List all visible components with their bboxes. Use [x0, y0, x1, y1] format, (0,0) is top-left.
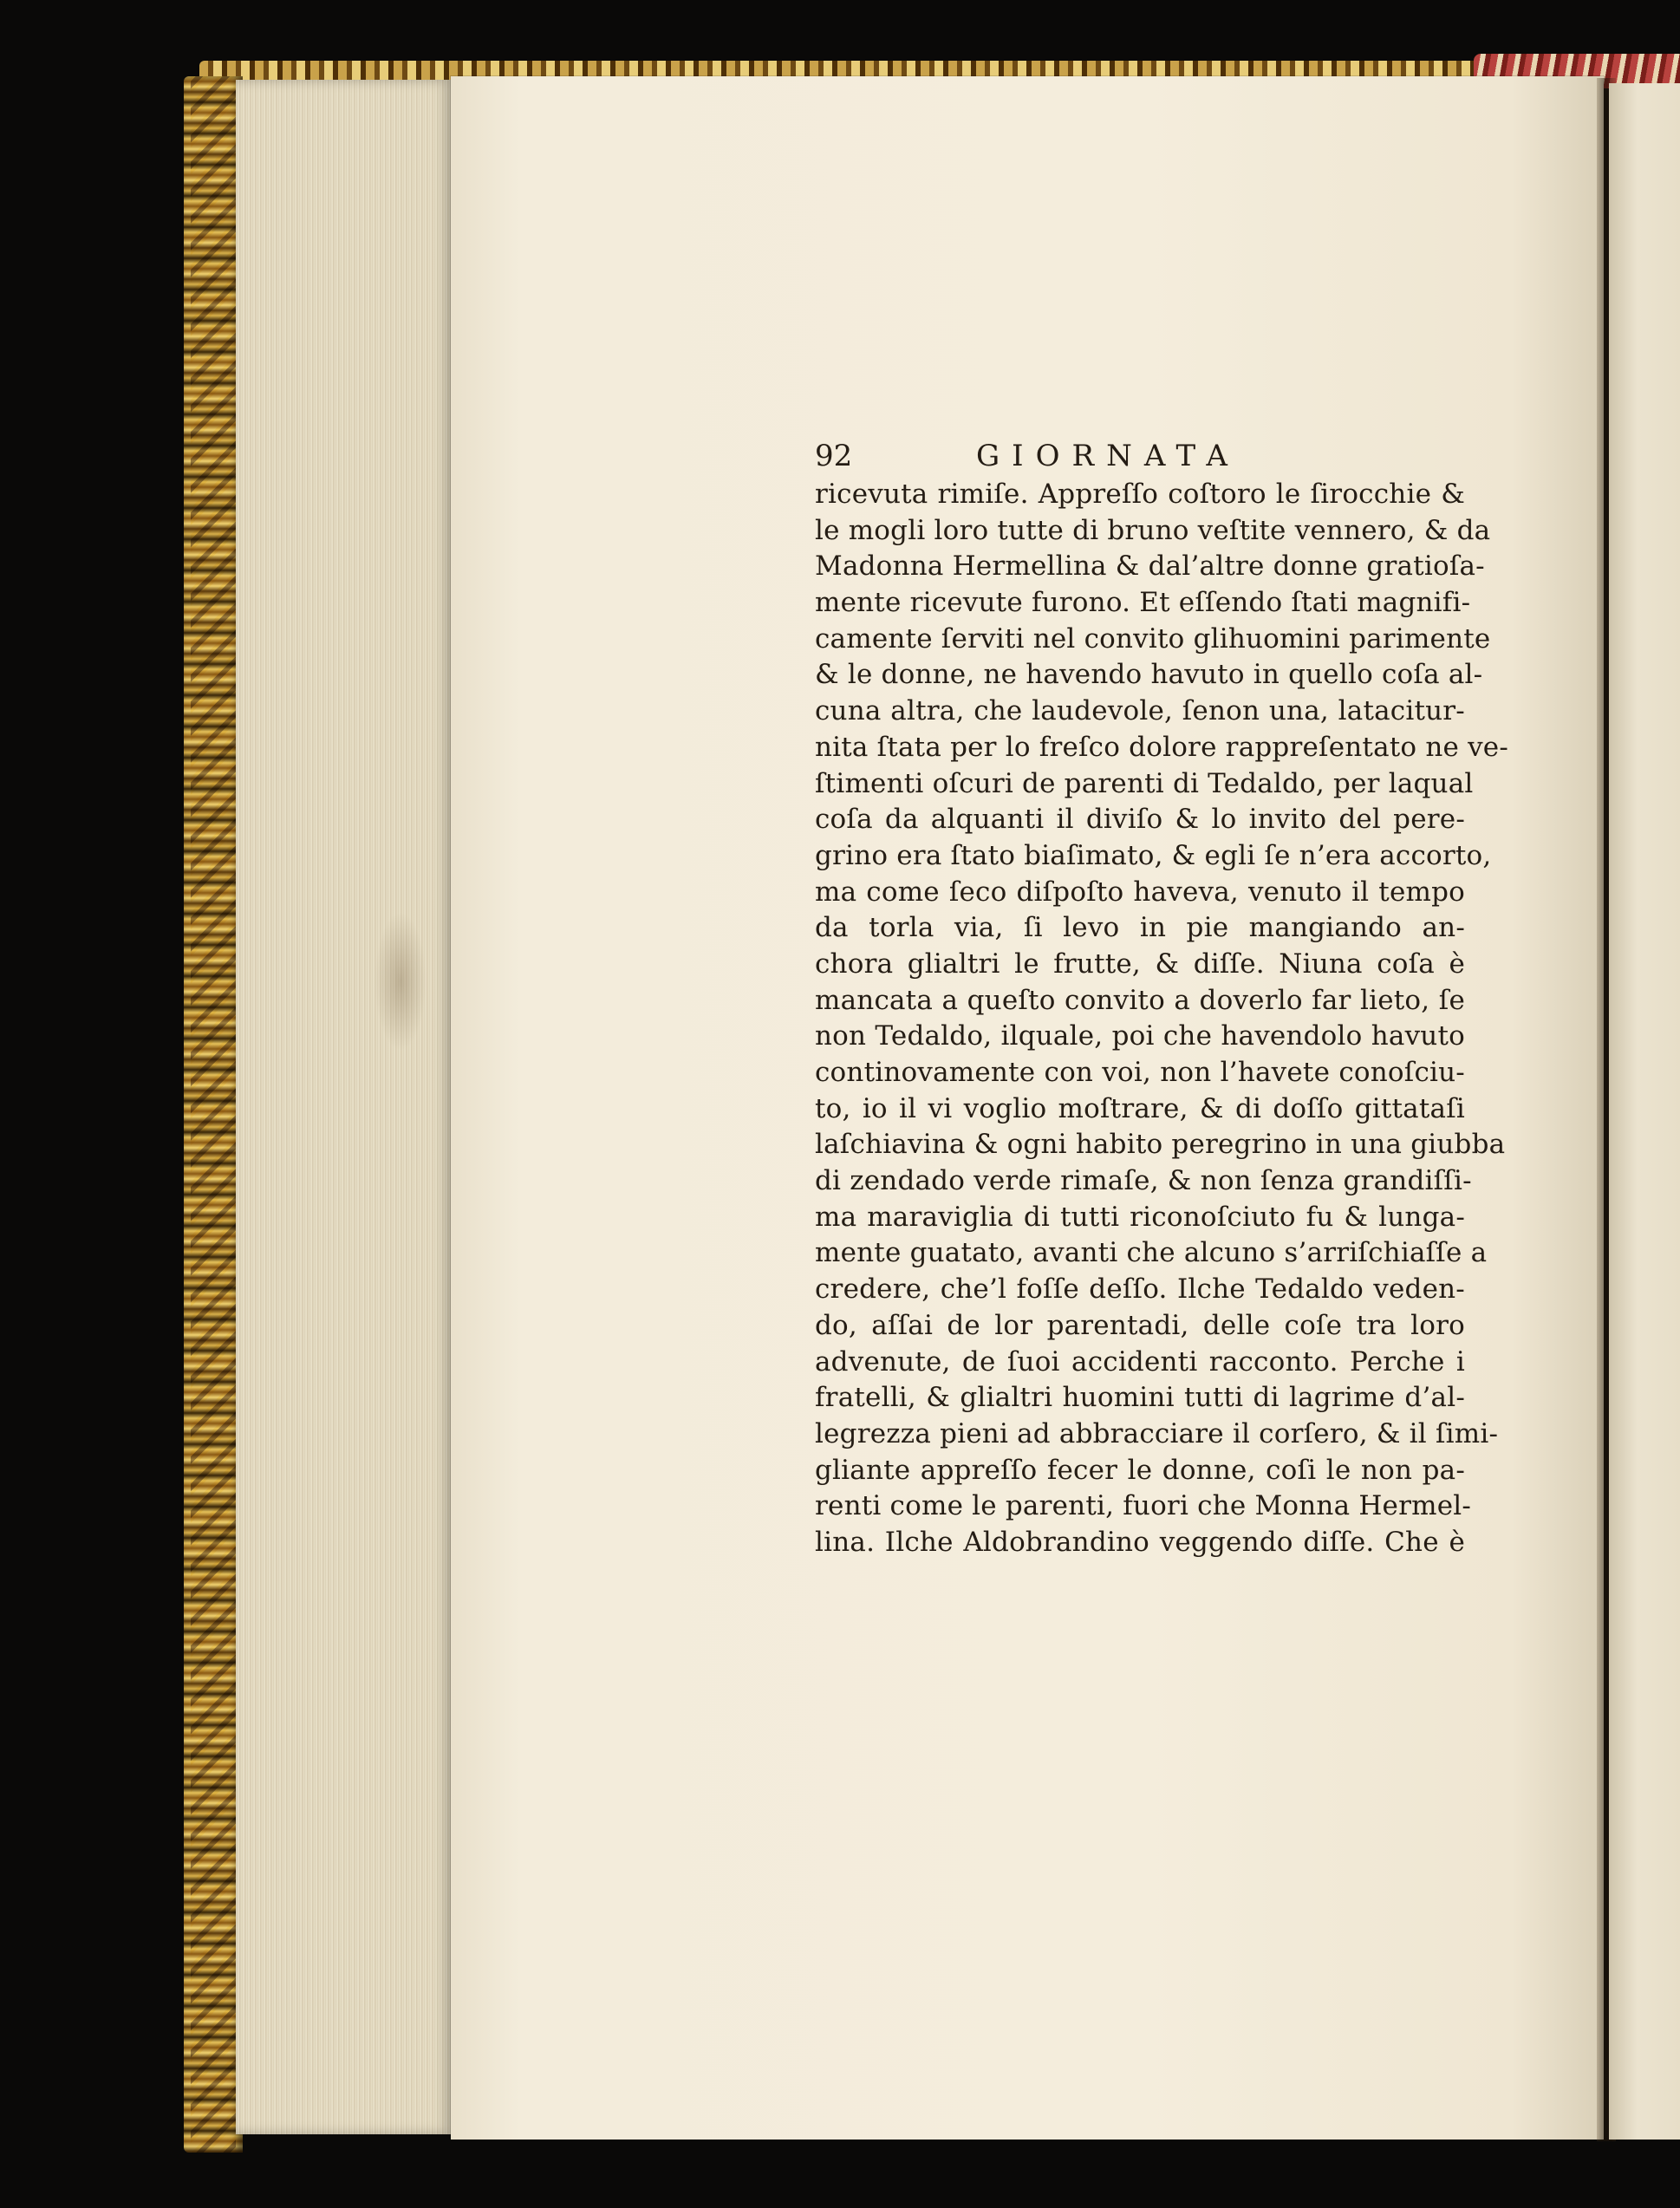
body-text — [815, 477, 1509, 1561]
text-line: credere, che’l foſſe deſſo. Ilche Tedaldo veden- — [815, 1273, 1465, 1306]
text-line: fratelli, & glialtri huomini tutti di lagrime d’al- — [815, 1382, 1465, 1414]
page-text-block — [815, 435, 1509, 1561]
text-line: Madonna Hermellina & dal’altre donne gratioſa- — [815, 550, 1485, 583]
text-line: chora glialtri le frutte, & diſſe. Niuna coſa è — [815, 948, 1465, 980]
text-line: da torla via, ſi levo in pie mangiando an- — [815, 912, 1465, 944]
text-line: mente ricevute furono. Et eſſendo ſtati magnifi- — [815, 587, 1471, 619]
text-line: renti come le parenti, fuori che Monna Hermel- — [815, 1490, 1472, 1522]
text-line: ricevuta rimiſe. Appreſſo coſtoro le ſirocchie & — [815, 479, 1465, 510]
text-line: & le donne, ne havendo havuto in quello coſa al- — [815, 659, 1483, 691]
page-number: 92 — [815, 439, 853, 473]
text-line: continovamente con voi, non l’havete conoſciu- — [815, 1057, 1465, 1088]
text-line: mancata a queſto convito a doverlo far lieto, ſe — [815, 984, 1465, 1016]
text-line: ſtimenti oſcuri de parenti di Tedaldo, per laqual — [815, 767, 1474, 799]
text-line: lina. Ilche Aldobrandino veggendo diſſe. Che è — [815, 1526, 1465, 1558]
text-line: gliante appreſſo fecer le donne, coſi le non pa- — [815, 1454, 1465, 1486]
text-line: ma come ſeco diſpoſto haveva, venuto il tempo — [815, 876, 1465, 908]
text-line: nita ſtata per lo freſco dolore rappreſentato ne ve- — [815, 731, 1509, 763]
gilt-binding-spine — [184, 76, 243, 2153]
text-line: ma maraviglia di tutti riconoſciuto fu & lunga- — [815, 1201, 1465, 1233]
text-line: legrezza pieni ad abbracciare il corſero, & il ſimi- — [815, 1417, 1499, 1449]
text-line: camente ſerviti nel convito glihuomini parimente — [815, 622, 1491, 655]
text-line: advenute, de ſuoi accidenti racconto. Perche i — [815, 1345, 1465, 1378]
text-line: coſa da alquanti il diviſo & lo invito del pere- — [815, 804, 1465, 836]
running-head — [815, 435, 1465, 477]
text-line: grino era ſtato biaſimato, & egli ſe n’era accorto, — [815, 839, 1492, 871]
text-line: laſchiavina & ogni habito peregrino in una giubba — [815, 1129, 1506, 1161]
running-head-title: GIORNATA — [976, 439, 1240, 473]
facing-page-edge — [1609, 83, 1680, 2140]
page-edges-stack — [236, 80, 453, 2134]
text-line: cuna altra, che laudevole, ſenon una, latacitur- — [815, 695, 1465, 727]
text-line: le mogli loro tutte di bruno veſtite vennero, & da — [815, 514, 1491, 546]
text-line: non Tedaldo, ilquale, poi che havendolo havuto — [815, 1020, 1465, 1052]
text-line: mente guatato, avanti che alcuno s’arriſchiaſſe a — [815, 1237, 1488, 1269]
text-line: to, io il vi voglio moſtrare, & di doſſo gittataſi — [815, 1092, 1465, 1124]
text-line: di zendado verde rimaſe, & non ſenza grandiſſi- — [815, 1165, 1472, 1197]
text-line: do, aſſai de lor parentadi, delle coſe tra loro — [815, 1309, 1465, 1341]
